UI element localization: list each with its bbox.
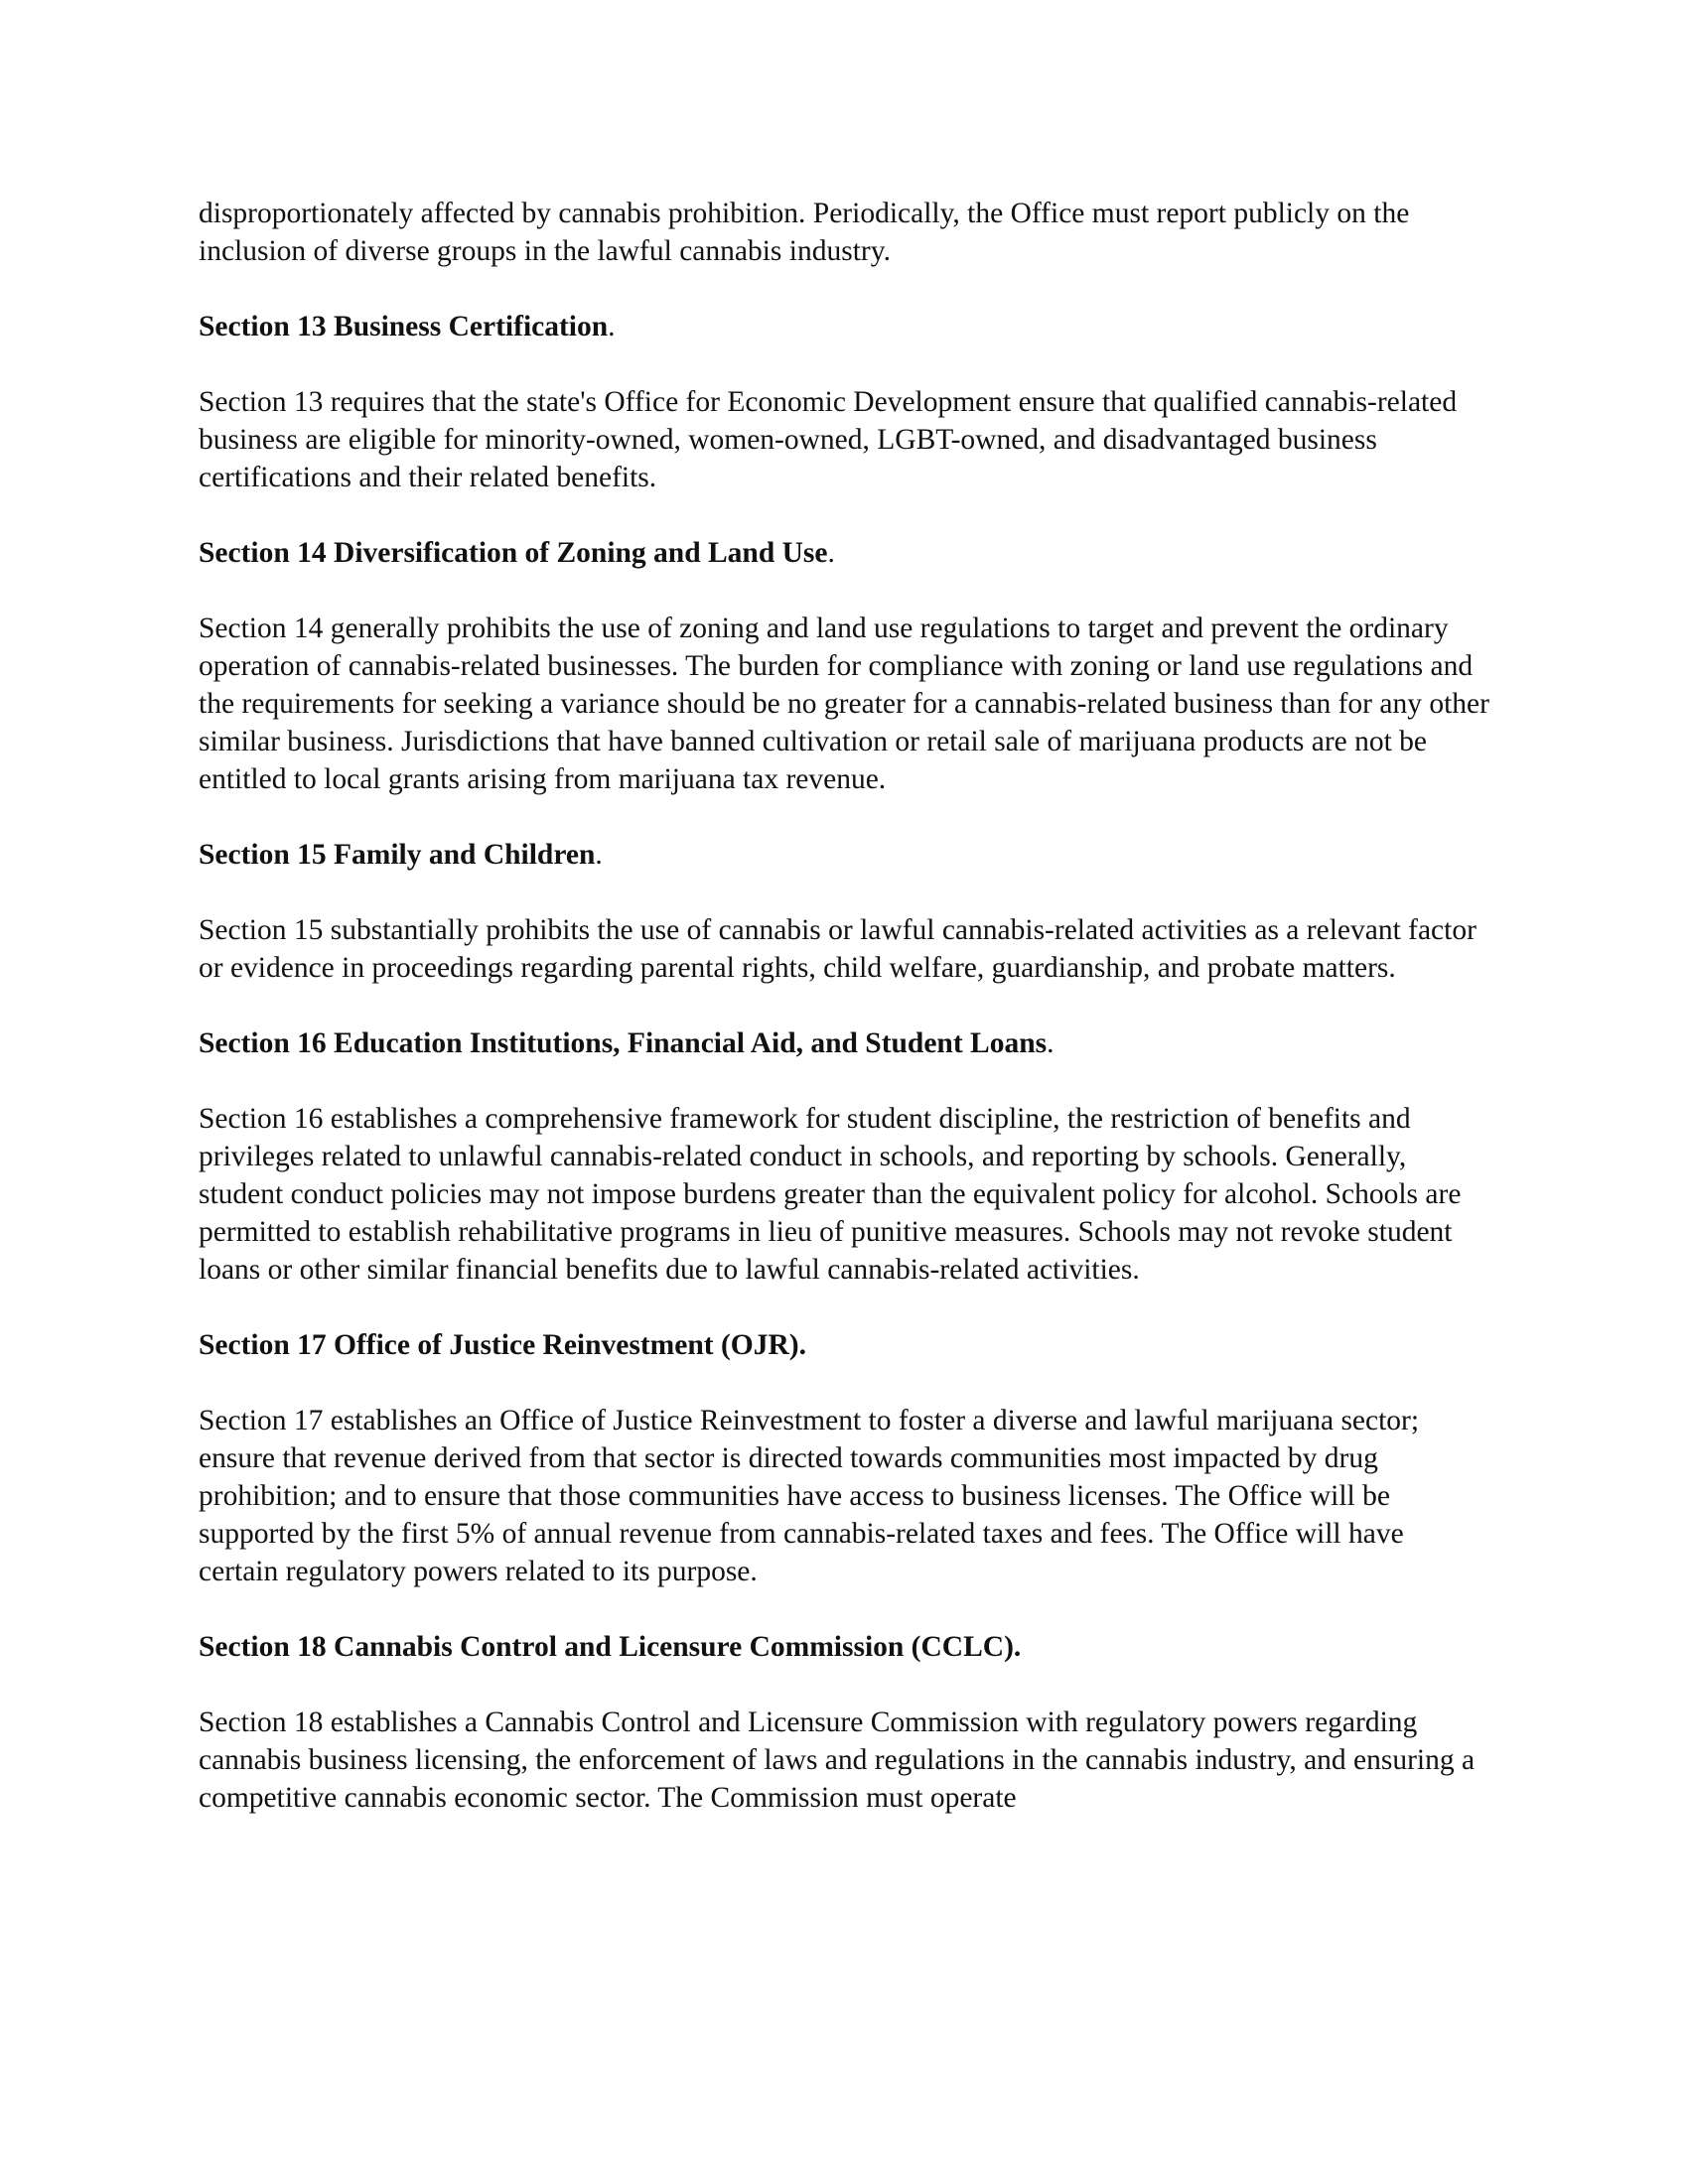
section-13-body: Section 13 requires that the state's Office for Economic Development ensure that qualified cannabis-related business are eligible for minority-owned, women-owned, LGBT-owned, and disadvantaged business certifications and their related benefits. [199,386,1458,493]
section-13-title: Section 13 Business Certification [199,311,609,342]
section-17-title: Section 17 Office of Justice Reinvestment (OJR). [199,1329,806,1361]
section-13-title-suffix: . [608,311,616,342]
section-18-heading [199,1628,1489,1666]
section-17-heading [199,1326,1489,1364]
section-16-title-suffix: . [1047,1027,1055,1059]
section-16-heading [199,1024,1489,1062]
section-13-heading [199,308,1489,345]
section-17-body: Section 17 establishes an Office of Justice Reinvestment to foster a diverse and lawful marijuana sector; ensure that revenue derived from that sector is directed towards communities most impacted by drug prohibition; and to ensure that those communities have access to business licenses. The Office will be supported by the first 5% of annual revenue from cannabis-related taxes and fees. The Office will have certain regulatory powers related to its purpose. [199,1405,1420,1587]
section-15-title: Section 15 Family and Children [199,839,596,871]
document-body [199,195,1489,1817]
section-14-heading [199,534,1489,572]
section-14-body: Section 14 generally prohibits the use of zoning and land use regulations to target and prevent the ordinary operation of cannabis-related businesses. The burden for compliance with zoning or land use regulations and the requirements for seeking a variance should be no greater for a cannabis-related business than for any other similar business. Jurisdictions that have banned cultivation or retail sale of marijuana products are not be entitled to local grants arising from marijuana tax revenue. [199,613,1489,795]
section-16-title: Section 16 Education Institutions, Financial Aid, and Student Loans [199,1027,1048,1059]
section-18-title: Section 18 Cannabis Control and Licensure Commission (CCLC). [199,1631,1022,1663]
section-15-heading [199,836,1489,874]
section-14-title: Section 14 Diversification of Zoning and Land Use [199,537,828,569]
intro-paragraph: disproportionately affected by cannabis prohibition. Periodically, the Office must report publicly on the inclusion of diverse groups in the lawful cannabis industry. [199,198,1410,267]
section-16-body: Section 16 establishes a comprehensive framework for student discipline, the restriction of benefits and privileges related to unlawful cannabis-related conduct in schools, and reporting by schools. Generally, student conduct policies may not impose burdens greater than the equivalent policy for alcohol. Schools are permitted to establish rehabilitative programs in lieu of punitive measures. Schools may not revoke student loans or other similar financial benefits due to lawful cannabis-related activities. [199,1103,1462,1286]
section-15-title-suffix: . [595,839,603,871]
section-14-title-suffix: . [827,537,835,569]
section-15-body: Section 15 substantially prohibits the use of cannabis or lawful cannabis-related activities as a relevant factor or evidence in proceedings regarding parental rights, child welfare, guardianship, and probate matters. [199,914,1477,984]
section-18-body: Section 18 establishes a Cannabis Control and Licensure Commission with regulatory powers regarding cannabis business licensing, the enforcement of laws and regulations in the cannabis industry, and ensuring a competitive cannabis economic sector. The Commission must operate [199,1706,1476,1814]
